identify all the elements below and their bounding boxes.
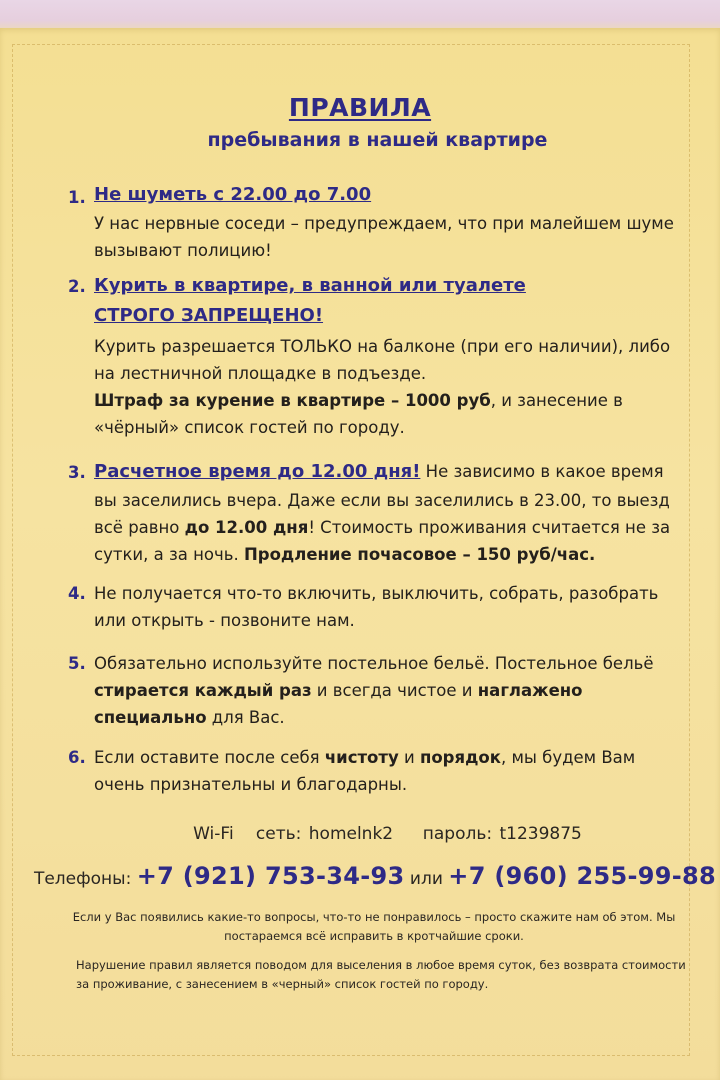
questions-note: Если у Вас появились какие-то вопросы, что-то не понравилось – просто скажите нам об этом. Мы постараемся всё исправить в кротчайшие сроки. [72,910,676,943]
rule-5 [68,650,688,731]
rule-text: и всегда чистое и [311,681,478,700]
wifi-info [0,824,720,844]
wifi-network: homelnk2 [308,824,394,844]
rule-text: , мы будем Вам очень признательны и благодарны. [94,748,636,794]
wifi-label: Wi-Fi [193,824,234,844]
rule-fine [94,387,688,441]
wifi-network-label: сеть: [255,824,302,844]
wifi-password: t1239875 [499,824,582,844]
rule-4 [68,580,688,634]
rule-number: 4. [68,584,86,603]
rule-text: У нас нервные соседи – предупреждаем, что при малейшем шуме вызывают полицию! [94,214,674,260]
rule-text: Не получается что-то включить, выключить, собрать, разобрать или открыть - позвоните нам. [94,584,659,630]
rule-6 [68,744,688,798]
fine-text: , и занесение в «чёрный» список гостей по городу. [94,391,623,437]
rule-text: и [398,748,420,767]
rule-2 [68,271,688,441]
rule-text: Если оставите после себя [94,748,325,767]
phone-number-1: +7 (921) 753-34-93 [136,862,405,890]
rule-text: Не зависимо в какое время вы заселились вчера. Даже если вы заселились в 23.00, то выезд всё равно [94,462,670,537]
rule-bold: стирается каждый раз [94,681,312,700]
rule-text: Курить разрешается ТОЛЬКО на балконе (при его наличии), либо на лестничной площадке в подъезде. [94,337,671,383]
rule-number: 2. [68,277,86,296]
rule-bold: порядок [419,748,501,767]
rule-number: 3. [68,463,86,482]
page-subtitle: пребывания в нашей квартире [207,129,548,151]
violation-note: Нарушение правил является поводом для выселения в любое время суток, без возврата стоимости за проживание, с занесением в «черный» список гостей по городу. [76,958,686,991]
rule-text: для Вас. [206,708,285,727]
rule-bold: до 12.00 дня [184,518,309,537]
rule-1 [68,180,688,264]
rule-number: 1. [68,188,86,207]
rule-bold: Продление почасовое – 150 руб/час. [243,545,596,564]
rule-heading: Не шуметь с 22.00 до 7.00 [94,184,372,205]
rule-heading: Курить в квартире, в ванной или туалете СТРОГО ЗАПРЕЩЕНО! [94,275,526,326]
phones-label: Телефоны: [33,869,132,889]
rule-number: 6. [68,748,86,767]
rule-text: Обязательно используйте постельное бельё. Постельное бельё [94,654,654,673]
phone-number-2: +7 (960) 255-99-88 [448,862,717,890]
phones-info [0,862,720,890]
rule-text: ! Стоимость проживания считается не за сутки, а за ночь. [94,518,671,564]
rule-heading: Расчетное время до 12.00 дня! [94,461,421,482]
page-title: ПРАВИЛА [288,93,432,122]
rule-bold: чистоту [324,748,399,767]
rule-3 [68,457,688,568]
rule-bold: наглажено специально [94,681,583,727]
wifi-password-label: пароль: [422,824,493,844]
phones-or: или [409,869,443,889]
fine-amount: Штраф за курение в квартире – 1000 руб [94,391,491,410]
rule-number: 5. [68,654,86,673]
